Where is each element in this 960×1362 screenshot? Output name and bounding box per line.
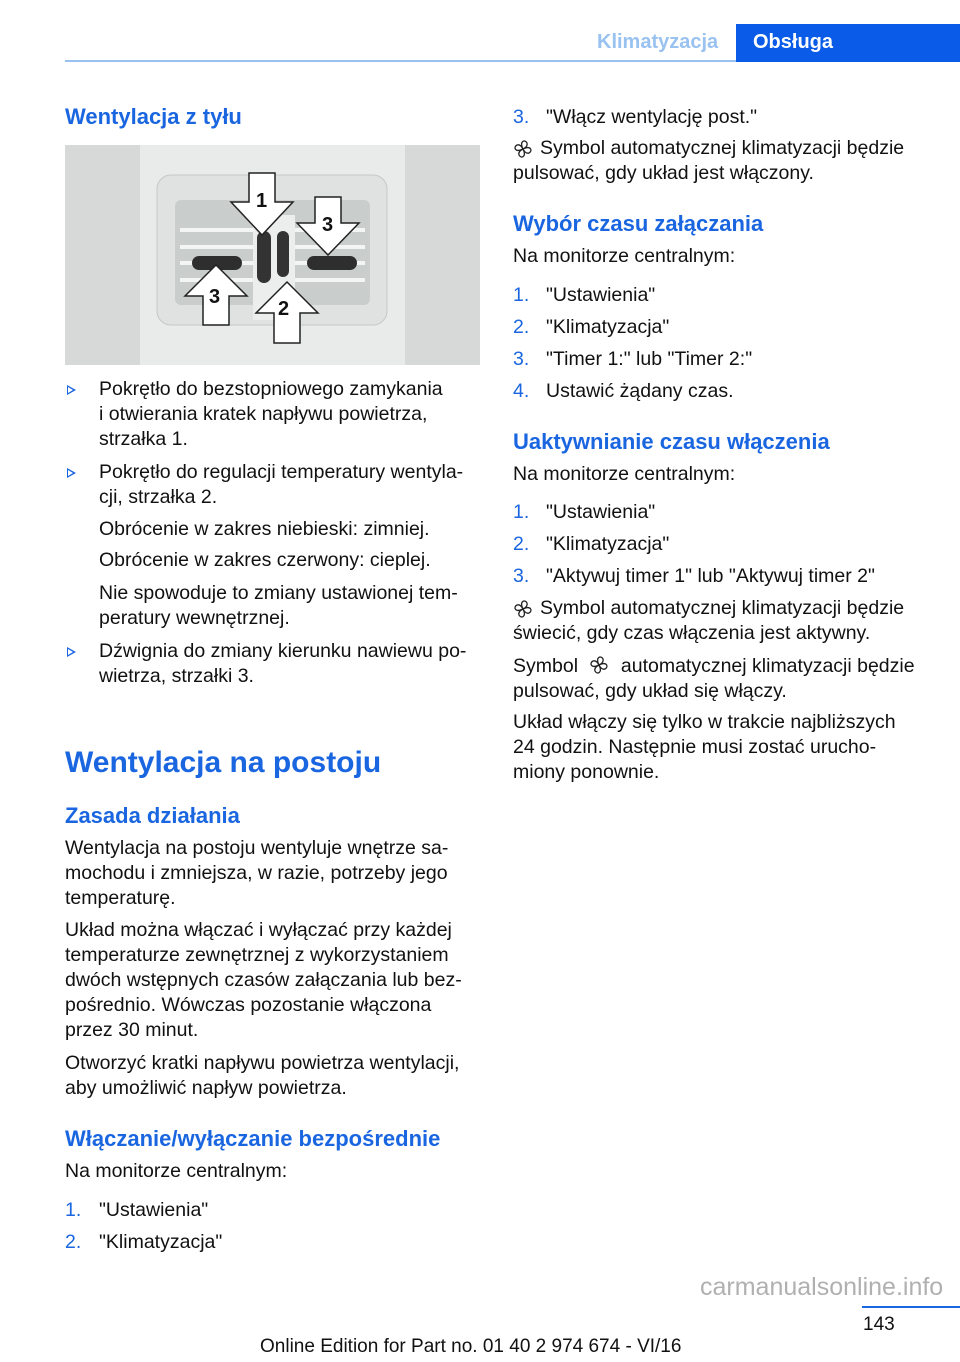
main-heading: Wentylacja na postoju bbox=[65, 746, 382, 779]
bullet-subtext: Obrócenie w zakres czerwony: cieplej. bbox=[99, 549, 431, 571]
active-tab bbox=[736, 24, 960, 62]
step-text: Ustawić żądany czas. bbox=[546, 380, 734, 402]
paragraph: Na monitorze centralnym: bbox=[65, 1160, 288, 1182]
paragraph: Układ włączy się tylko w trakcie najbliższych 24 godzin. Następnie musi zostać urucho- miony ponownie. bbox=[513, 711, 896, 783]
paragraph: Na monitorze centralnym: bbox=[513, 463, 736, 485]
step-text: "Klimatyzacja" bbox=[546, 533, 670, 555]
principle-heading: Zasada działania bbox=[65, 803, 240, 828]
bullet-item: Pokrętło do bezstopniowego zamykania i otwierania kratek napływu powietrza, strzałka 1. bbox=[99, 378, 443, 450]
rear-vent-figure bbox=[65, 145, 480, 365]
arrow-label-3-left: 3 bbox=[209, 286, 221, 308]
paragraph: Otworzyć kratki napływu powietrza wentylacji, aby umożliwić napływ powietrza. bbox=[65, 1052, 460, 1099]
footer-rule bbox=[862, 1306, 960, 1308]
note bbox=[513, 654, 915, 679]
section-label: Klimatyzacja bbox=[597, 31, 719, 53]
step-number: 2. bbox=[65, 1231, 82, 1253]
step-text: "Klimatyzacja" bbox=[546, 316, 670, 338]
note: Symbol automatycznej klimatyzacji będzie pulsować, gdy układ jest włączony. bbox=[513, 137, 905, 184]
note: pulsować, gdy układ się włączy. bbox=[513, 680, 787, 702]
timer-heading: Wybór czasu załączania bbox=[513, 211, 764, 236]
note-text: Symbol bbox=[513, 655, 579, 677]
step-text: "Aktywuj timer 1" lub "Aktywuj timer 2" bbox=[546, 565, 875, 587]
paragraph: Na monitorze centralnym: bbox=[513, 245, 736, 267]
rear-ventilation-heading: Wentylacja z tyłu bbox=[65, 104, 242, 129]
step-text: "Ustawienia" bbox=[546, 501, 656, 523]
bullet-subtext: Nie spowoduje to zmiany ustawionej tem- peratury wewnętrznej. bbox=[99, 582, 458, 629]
step-text: "Ustawienia" bbox=[546, 284, 656, 306]
direct-heading: Włączanie/wyłączanie bezpośrednie bbox=[65, 1126, 441, 1151]
arrow-label-2: 2 bbox=[278, 298, 290, 320]
bullet-item: Pokrętło do regulacji temperatury wentyla- cji, strzałka 2. bbox=[99, 461, 464, 508]
edition-text: Online Edition for Part no. 01 40 2 974 674 - VI/16 bbox=[260, 1336, 682, 1357]
step-number: 1. bbox=[513, 284, 530, 306]
step-number: 2. bbox=[513, 316, 530, 338]
arrow-label-3-right: 3 bbox=[322, 214, 334, 236]
active-tab-label: Obsługa bbox=[753, 31, 834, 53]
page-number: 143 bbox=[863, 1314, 895, 1335]
step-number: 2. bbox=[513, 533, 530, 555]
step-number: 1. bbox=[513, 501, 530, 523]
bullet-triangle-icon bbox=[67, 385, 76, 395]
bullet-subtext: Obrócenie w zakres niebieski: zimniej. bbox=[99, 518, 430, 540]
step-text: "Klimatyzacja" bbox=[99, 1231, 223, 1253]
step-text: "Włącz wentylację post." bbox=[546, 106, 758, 128]
fan-icon bbox=[589, 655, 609, 675]
step-number: 4. bbox=[513, 380, 530, 402]
watermark: carmanualsonline.info bbox=[700, 1273, 944, 1301]
bullet-triangle-icon bbox=[67, 647, 76, 657]
note: Symbol automatycznej klimatyzacji będzie świecić, gdy czas włączenia jest aktywny. bbox=[513, 597, 905, 644]
step-text: "Ustawienia" bbox=[99, 1199, 209, 1221]
step-number: 3. bbox=[513, 348, 530, 370]
bullet-triangle-icon bbox=[67, 468, 76, 478]
note-text: automatycznej klimatyzacji będzie bbox=[620, 655, 915, 677]
arrow-label-1: 1 bbox=[256, 190, 268, 212]
step-number: 3. bbox=[513, 565, 530, 587]
step-text: "Timer 1:" lub "Timer 2:" bbox=[546, 348, 753, 370]
step-number: 1. bbox=[65, 1199, 82, 1221]
bullet-item: Dźwignia do zmiany kierunku nawiewu po- wietrza, strzałki 3. bbox=[99, 640, 467, 687]
activate-heading: Uaktywnianie czasu włączenia bbox=[513, 429, 830, 454]
step-number: 3. bbox=[513, 106, 530, 128]
paragraph: Wentylacja na postoju wentyluje wnętrze sa- mochodu i zmniejsza, w razie, potrzeby jego temperaturę. bbox=[65, 837, 449, 909]
paragraph: Układ można włączać i wyłączać przy każdej temperaturze zewnętrznej z wykorzystaniem dwóch wstępnych czasów załączania lub bez- pośrednio. Wówczas pozostanie włączona przez 30 minut. bbox=[65, 919, 462, 1041]
header-rule bbox=[65, 60, 736, 62]
